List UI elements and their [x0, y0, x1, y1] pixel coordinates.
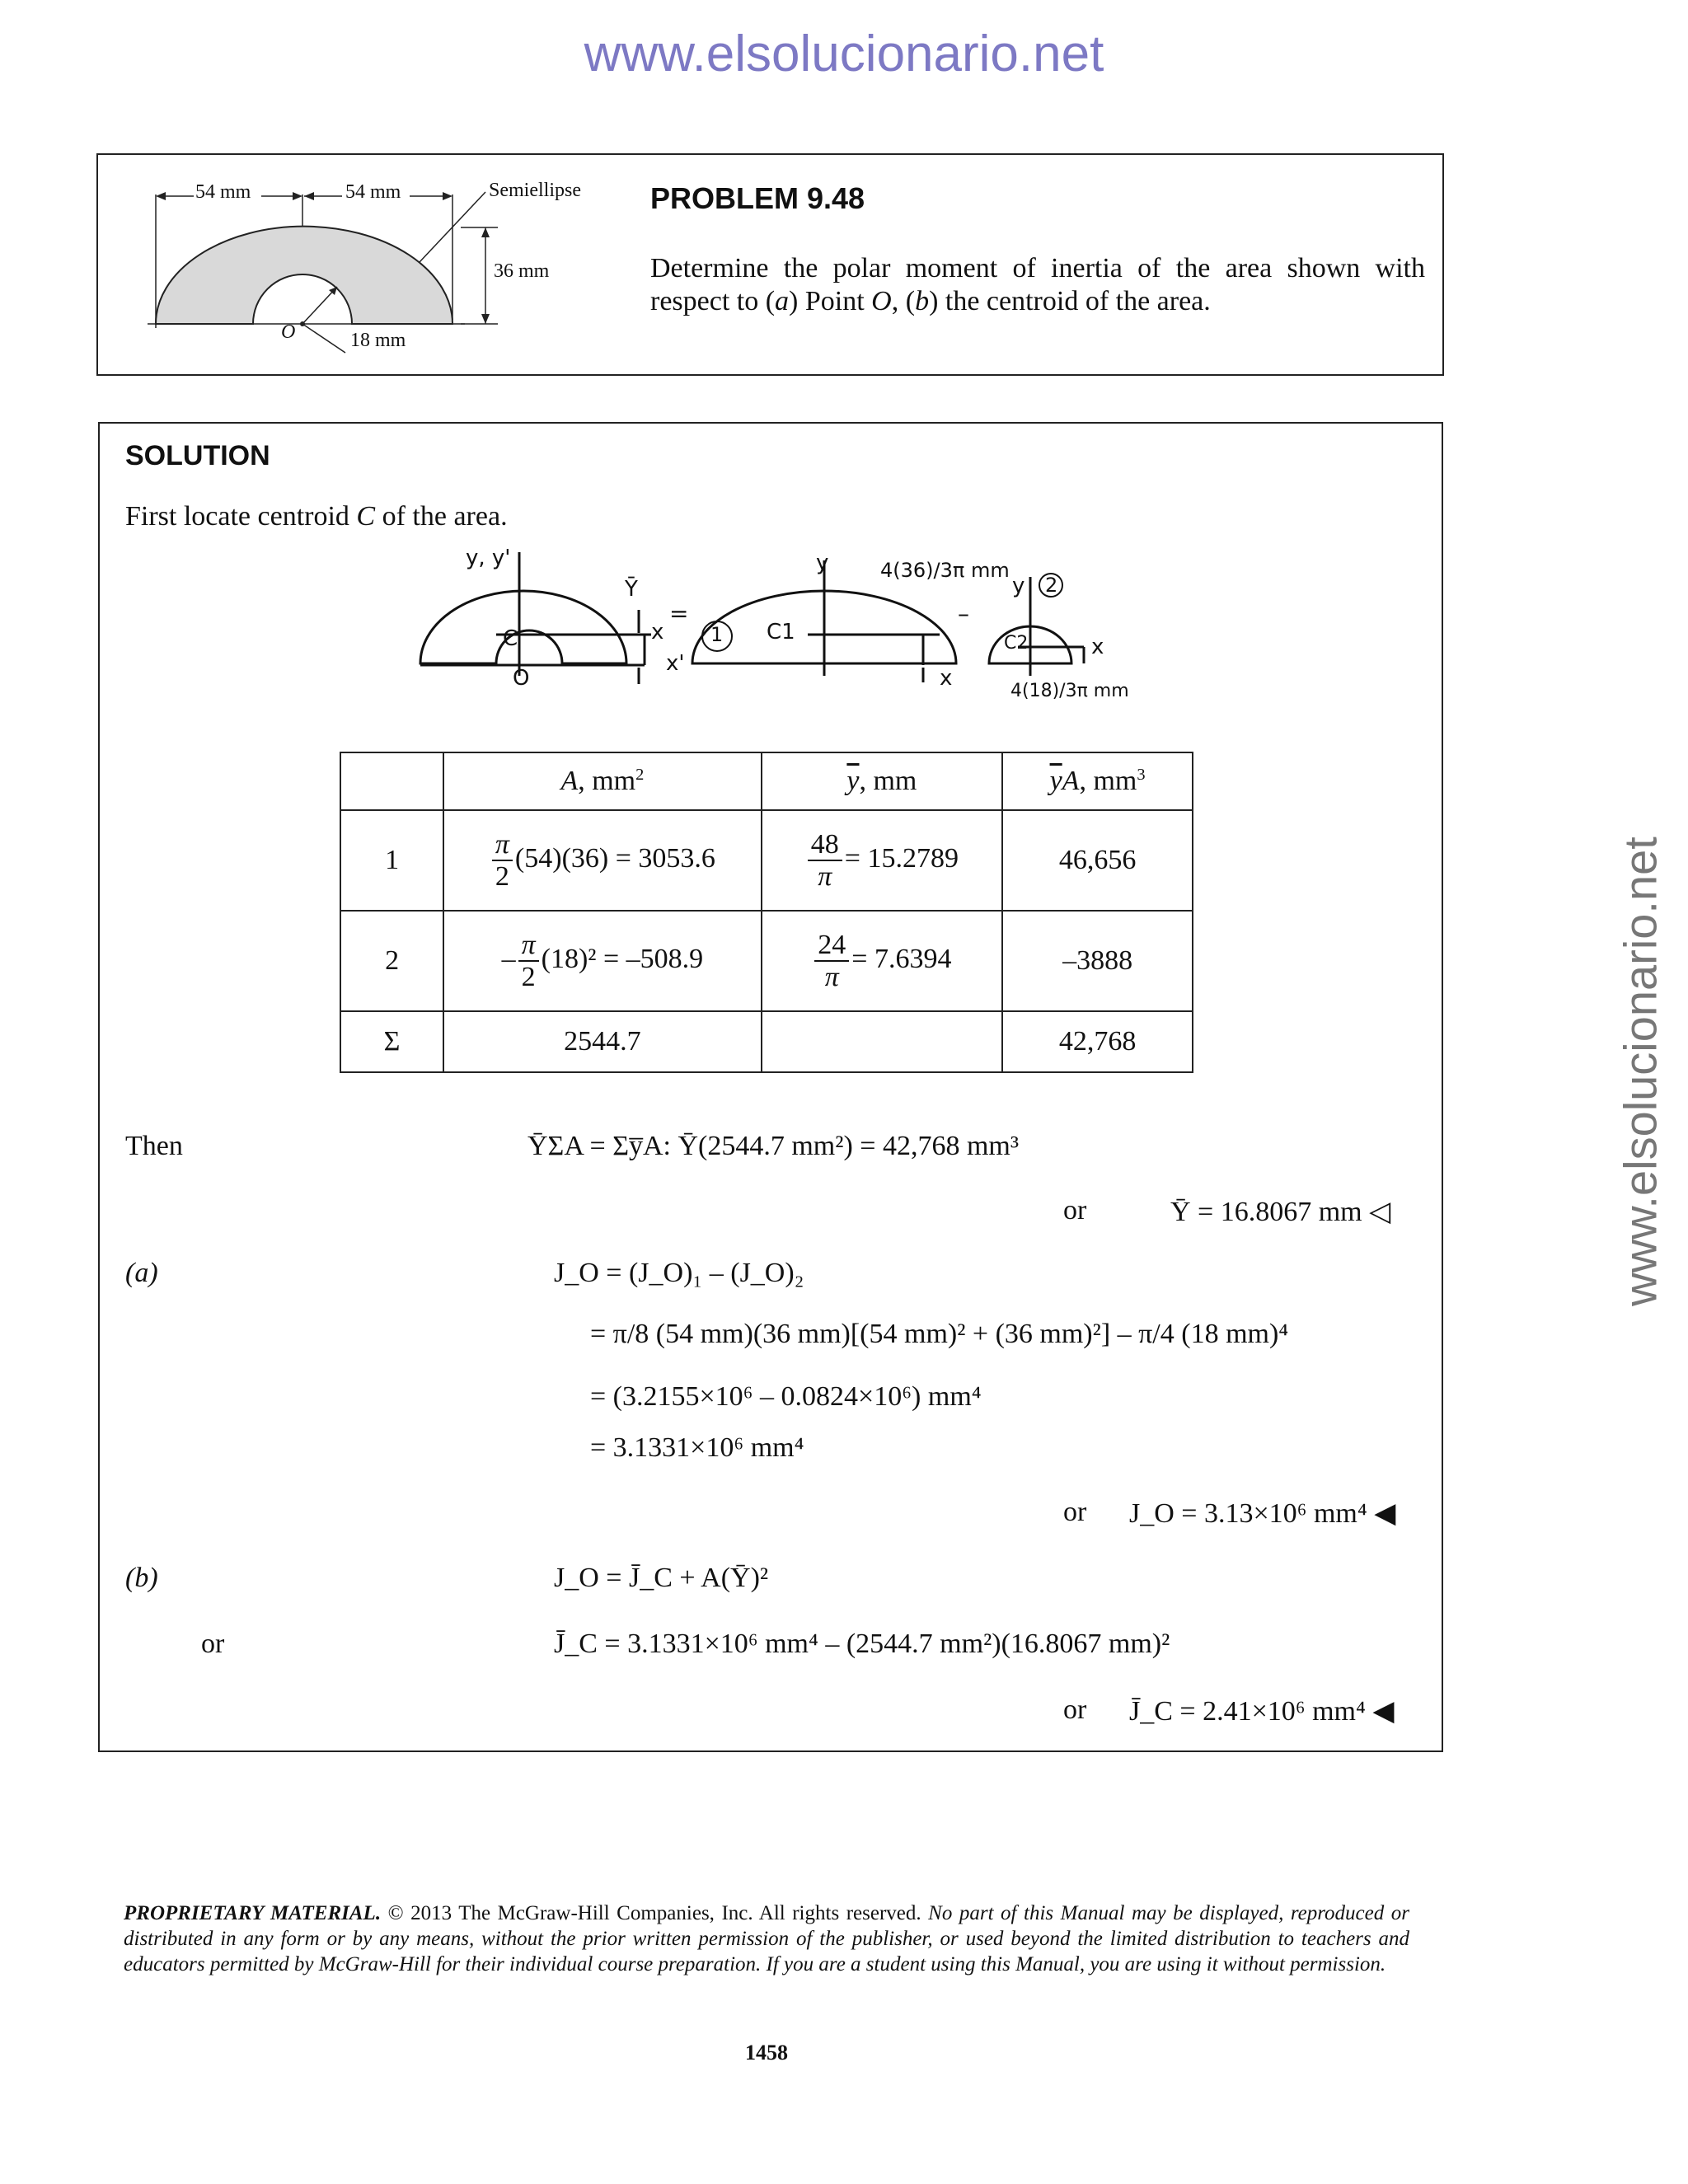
row-ya: –3888 — [1002, 911, 1193, 1011]
solution-heading: SOLUTION — [125, 440, 270, 471]
a-line-2: = π/8 (54 mm)(36 mm)[(54 mm)² + (36 mm)²] – π/4 (18 mm)⁴ — [590, 1319, 1289, 1349]
watermark-top: www.elsolucionario.net — [584, 26, 1104, 82]
or-label-a: or — [1063, 1497, 1087, 1527]
row-id: 2 — [340, 911, 443, 1011]
solution-intro: First locate centroid C of the area. — [125, 501, 508, 532]
problem-box — [96, 153, 1444, 376]
or-label-b: or — [1063, 1694, 1087, 1725]
row-ya: 42,768 — [1002, 1011, 1193, 1072]
table-header-cell: A, $mm^2$ — [443, 752, 762, 810]
a-line-1: J_O = (J_O)₁ – (J_O)₂ — [554, 1258, 804, 1288]
dim-left-label: 54 mm — [195, 181, 251, 203]
row-id: Σ — [340, 1011, 443, 1072]
result-marker-open-icon: ◁ — [1369, 1197, 1391, 1227]
ybar-result: Ȳ = 16.8067 mm ◁ — [1170, 1197, 1391, 1227]
table-row — [340, 911, 1193, 1011]
b-or-label: or — [201, 1629, 225, 1659]
row-area: $\frac{\pi}{2}$ (54)(36) = 3053.6 — [443, 810, 762, 911]
table-header-row — [340, 752, 1193, 810]
sketch-equals: = — [669, 600, 689, 627]
b-equation-2: J̄_C = 3.1331×10⁶ mm⁴ – (2544.7 mm²)(16.8067 mm)² — [554, 1629, 1170, 1659]
row-ya: 46,656 — [1002, 810, 1193, 911]
b-result: J̄_C = 2.41×10⁶ mm⁴ ◀ — [1129, 1696, 1395, 1727]
table-header-cell — [340, 752, 443, 810]
sketch-c-label: C — [503, 626, 518, 651]
or-label-ybar: or — [1063, 1195, 1087, 1226]
sketch-minus: – — [958, 600, 969, 627]
problem-title: PROBLEM 9.48 — [650, 181, 865, 215]
origin-label: O — [281, 321, 296, 343]
part-a-label: (a) — [125, 1258, 158, 1288]
row-ybar — [762, 1011, 1002, 1072]
sketch-c2-label: C2 — [1004, 633, 1029, 654]
result-marker-icon: ◀ — [1374, 1498, 1396, 1529]
sketch-c1-label: C1 — [767, 620, 795, 644]
sketch-dist1-label: 4(36)/3π mm — [880, 559, 1010, 582]
page-number: 1458 — [745, 2041, 788, 2064]
row-area: – $\frac{\pi}{2}$ (18)² = –508.9 — [443, 911, 762, 1011]
a-result: J_O = 3.13×10⁶ mm⁴ ◀ — [1129, 1498, 1396, 1529]
table-row — [340, 1011, 1193, 1072]
result-marker-icon: ◀ — [1372, 1696, 1395, 1727]
sketch-x2-label: x — [1091, 635, 1104, 659]
table-header-cell: $\overline{y}$, mm — [762, 752, 1002, 810]
row-id: 1 — [340, 810, 443, 911]
row-ybar: $\frac{48}{\pi}$ = 15.2789 — [762, 810, 1002, 911]
semiellipse-label: Semiellipse — [489, 180, 581, 201]
sketch-xprime-label: x' — [666, 651, 685, 676]
a-line-3: = (3.2155×10⁶ – 0.0824×10⁶) mm⁴ — [590, 1381, 982, 1412]
row-ybar: $\frac{24}{\pi}$ = 7.6394 — [762, 911, 1002, 1011]
sketch-x1-label: x — [940, 666, 953, 691]
problem-statement: Determine the polar moment of inertia of the area shown with respect to (a) Point O, (b) the centroid of the area. — [650, 253, 1425, 316]
dim-right-label: 54 mm — [345, 181, 401, 203]
row-area: 2544.7 — [443, 1011, 762, 1072]
sketch-o-label: O — [513, 666, 530, 691]
height-label: 36 mm — [494, 260, 550, 282]
footer-notice: PROPRIETARY MATERIAL. © 2013 The McGraw-Hill Companies, Inc. All rights reserved. No part of this Manual may be displayed, reproduced or distributed in any form or by any means, without the prior written permission of the publisher, or used beyond the limited distribution to teachers and educators permitted by McGraw-Hill for their individual course preparation. If you are a student using this Manual, you are using it without permission. — [124, 1902, 1409, 1975]
then-label: Then — [125, 1131, 183, 1161]
sketch-dist2-label: 4(18)/3π mm — [1010, 681, 1129, 701]
table-row — [340, 810, 1193, 911]
sketch-part1-label: 1 — [710, 623, 724, 646]
sketch-part2-label: 2 — [1045, 574, 1058, 597]
sketch-x-label: x — [651, 620, 664, 644]
sketch-axes-label: y, y' — [466, 546, 511, 570]
b-equation-1: J_O = J̄_C + A(Ȳ)² — [554, 1563, 769, 1593]
sketch-y2-label: y — [1012, 574, 1025, 598]
table-header-cell: $\overline{y}A$, $mm^3$ — [1002, 752, 1193, 810]
sketch-y1-label: y — [816, 551, 829, 575]
a-line-4: = 3.1331×10⁶ mm⁴ — [590, 1432, 804, 1463]
then-equation: ȲΣA = Σy̅A: Ȳ(2544.7 mm²) = 42,768 mm³ — [528, 1131, 1020, 1161]
radius-label: 18 mm — [350, 330, 406, 351]
part-b-label: (b) — [125, 1563, 158, 1593]
watermark-side: www.elsolucionario.net — [1614, 837, 1667, 1306]
centroid-table — [340, 752, 1193, 1073]
sketch-ybar-label: Ȳ — [625, 577, 638, 602]
